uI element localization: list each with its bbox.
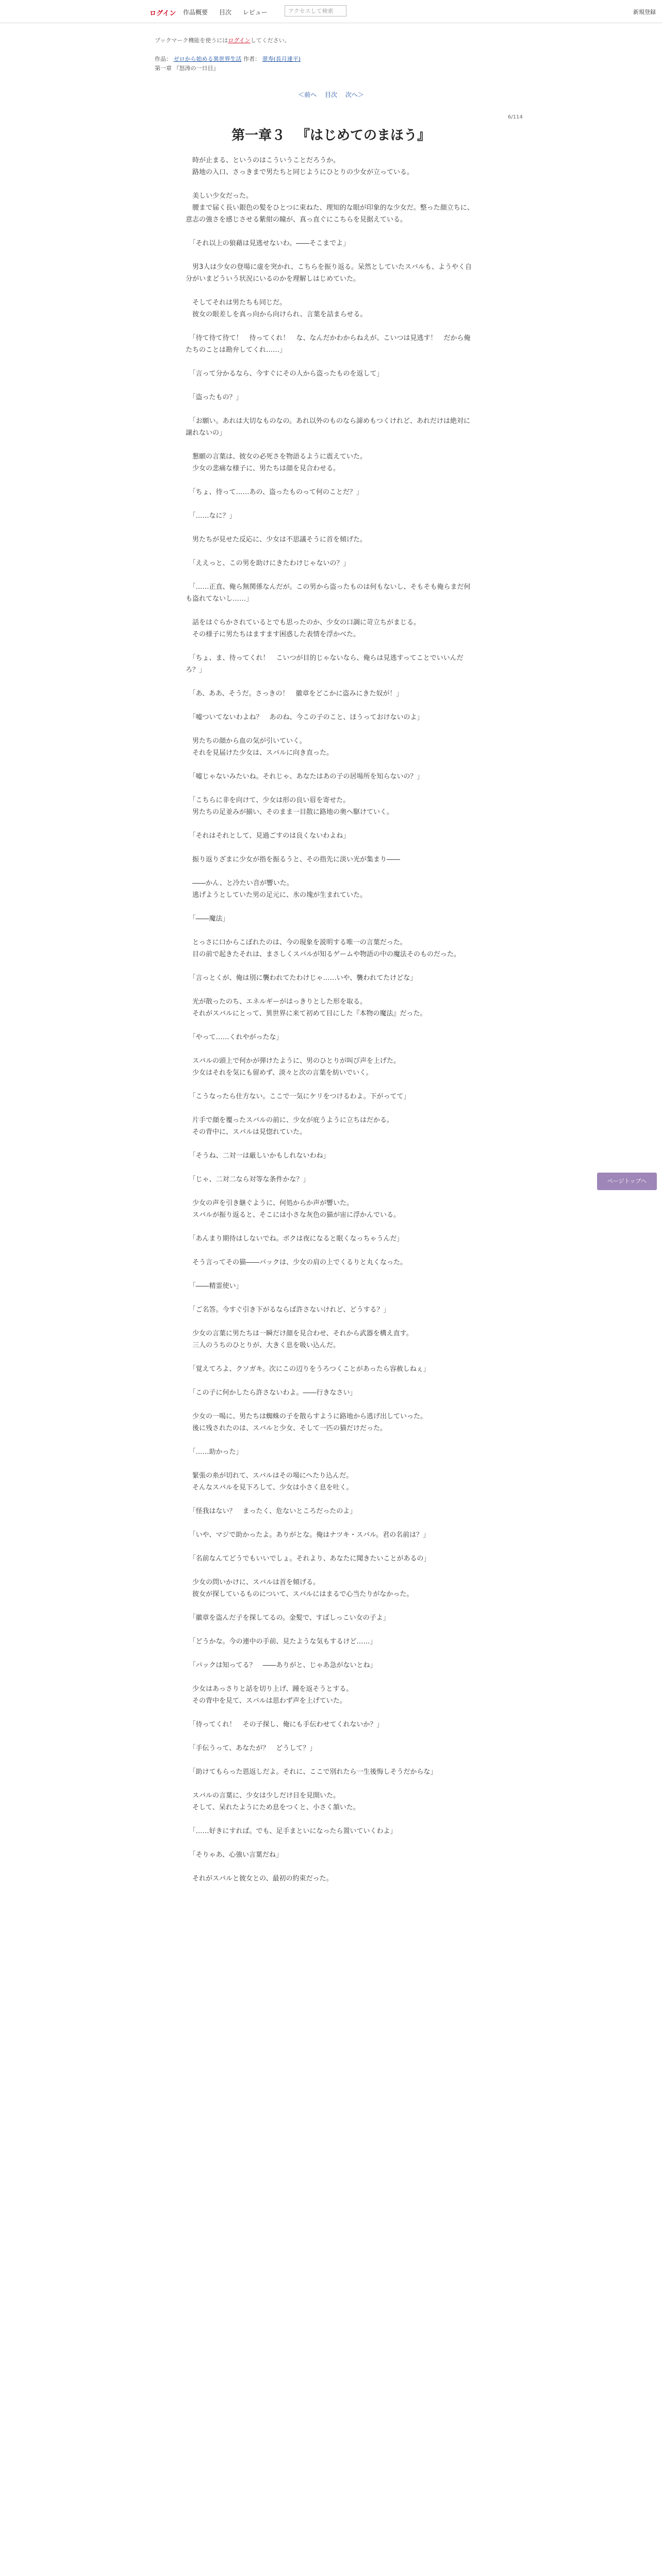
- paragraph: 話をはぐらかされているとでも思ったのか、少女の口調に苛立ちがまじる。 その様子に男たちはますます困惑した表情を浮かべた。: [192, 619, 421, 638]
- work-title-link[interactable]: ゼロから始める異世界生活: [173, 56, 242, 62]
- paragraph: そう言ってその猫――パックは、少女の肩の上でくるりと丸くなった。: [186, 1259, 407, 1266]
- paragraph: 男たちが見せた反応に、少女は不思議そうに首を傾げた。: [186, 536, 367, 544]
- bookmark-notice: [155, 36, 290, 44]
- paragraph: 「こちらに非を向けて、少女は形の良い眉を寄せた。 男たちの足並みが揃い、そのまま一目散に路地の奥へ駆けていく。: [192, 796, 393, 816]
- toc-link[interactable]: 目次: [324, 91, 337, 98]
- paragraph: 「じゃ、二対二なら対等な条件かな？」: [186, 1176, 310, 1183]
- notice-text: ブックマーク機能を使うには: [155, 37, 228, 44]
- paragraph: 「あんまり期待はしないでね。ボクは夜になると眠くなっちゃうんだ」: [186, 1235, 404, 1243]
- paragraph: 「いや、マジで助かったよ。ありがとな。俺はナツキ・スバル。君の名前は？」: [186, 1531, 430, 1539]
- prev-link[interactable]: ＜前へ: [298, 91, 317, 98]
- paragraph: 「待ってくれ！ その子探し、俺にも手伝わせてくれないか？」: [186, 1721, 384, 1728]
- register-link[interactable]: 新規登録: [633, 9, 656, 15]
- paragraph: 緊張の糸が切れて、スバルはその場にへたり込んだ。 そんなスバルを見下ろして、少女は小さく息を吐く。: [192, 1472, 353, 1492]
- nav-item-review[interactable]: レビュー: [242, 9, 268, 16]
- paragraph: 「手伝うって、あなたが？ どうして？」: [186, 1744, 317, 1752]
- paragraph: 「……助かった」: [186, 1448, 243, 1456]
- paragraph: 光が散ったのち、エネルギーがはっきりとした形を取る。 それがスバルにとって、異世界に来て初めて目にした『本物の魔法』だった。: [192, 998, 427, 1018]
- paragraph: 「盗ったもの？」: [186, 394, 243, 401]
- paragraph: 男たちの顔から血の気が引いていく。 それを見届けた少女は、スバルに向き直った。: [192, 737, 334, 757]
- paragraph: 「それはそれとして、見過ごすのは良くないわよね」: [186, 832, 350, 840]
- paragraph: 「あ、ああ、そうだ。さっきの！ 徽章をどこかに盗みにきた奴が！」: [186, 690, 403, 698]
- paragraph: 「そりゃあ、心強い言葉だね」: [186, 1851, 283, 1859]
- paragraph: 「待て待て待て！ 待ってくれ！ な、なんだかわからねえが、こいつは見逃す！ だから俺たちのことは勘弁してくれ……」: [186, 334, 471, 354]
- author-link[interactable]: 翠寿(長月達平): [262, 56, 301, 62]
- paragraph: 「ええっと、この男を助けにきたわけじゃないの？」: [186, 560, 350, 567]
- paragraph: 片手で顔を覆ったスバルの前に、少女が庇うように立ちはだかる。 その背中に、スバルは見惚れていた。: [192, 1116, 394, 1136]
- paragraph: 「――精霊使い」: [186, 1282, 243, 1290]
- paragraph: 少女の声を引き継ぐように、何処からか声が響いた。 スバルが振り返ると、そこには小さな灰色の猫が宙に浮かんでいる。: [192, 1199, 401, 1219]
- paragraph: 「やって……くれやがったな」: [186, 1033, 283, 1041]
- pager: [0, 90, 662, 99]
- paragraph: 「覚えてろよ、クソガキ。次にこの辺りをうろつくことがあったら容赦しねぇ」: [186, 1365, 430, 1373]
- author-prefix: 作者：: [243, 56, 260, 62]
- paragraph: そしてそれは男たちも同じだ。 彼女の眼差しを真っ向から向けられ、言葉を詰まらせる。: [192, 299, 367, 318]
- paragraph: 「この子に何かしたら許さないわよ。――行きなさい」: [186, 1389, 357, 1397]
- paragraph: スバルの頭上で何かが弾けたように、男のひとりが叫び声を上げた。 少女はそれを気にも留めず、淡々と次の言葉を紡いでいく。: [192, 1057, 401, 1077]
- paragraph: 「ちょ、ま、待ってくれ！ こいつが目的じゃないなら、俺らは見逃すってことでいいんだろ？」: [186, 654, 464, 674]
- paragraph: 少女の問いかけに、スバルは首を傾げる。 彼女が探しているものについて、スバルにはまるで心当たりがなかった。: [192, 1579, 413, 1598]
- notice-suffix: してください。: [250, 37, 290, 44]
- work-prefix: 作品：: [155, 56, 172, 62]
- paragraph: 「ちょ、待って……あの、盗ったものって何のことだ？」: [186, 488, 363, 496]
- search-input[interactable]: アクセスして検索: [285, 5, 346, 16]
- paragraph: スバルの言葉に、少女は少しだけ目を見開いた。 そして、呆れたようにため息をつくと、小さく頷いた。: [192, 1792, 360, 1811]
- paragraph: 「それ以上の狼藉は見逃せないわ。――そこまでよ」: [186, 240, 350, 247]
- paragraph: 「言っとくが、俺は別に襲われてたわけじゃ……いや、襲われてたけどな」: [186, 974, 417, 982]
- paragraph: 「怪我はない？ まったく、危ないところだったのよ」: [186, 1507, 357, 1515]
- paragraph: 「嘘じゃないみたいね。それじゃ、あなたはあの子の居場所を知らないの？」: [186, 773, 424, 781]
- notice-login-link[interactable]: ログイン: [228, 37, 251, 44]
- paragraph: ――かん、と冷たい音が響いた。 逃げようとしていた男の足元に、氷の塊が生まれていた。: [192, 879, 367, 899]
- paragraph: とっさに口からこぼれたのは、今の現象を説明する唯一の言葉だった。 目の前で起きたそれは、まさしくスバルが知るゲームや物語の中の魔法そのものだった。: [192, 939, 461, 958]
- paragraph: 「パックは知ってる？ ――ありがと、じゃあ急がないとね」: [186, 1662, 377, 1669]
- paragraph: 「こうなったら仕方ない。ここで一気にケリをつけるわよ。下がってて」: [186, 1093, 410, 1100]
- paragraph: 「――魔法」: [186, 915, 229, 923]
- page-number: 6/114: [508, 114, 523, 120]
- paragraph: 「名前なんてどうでもいいでしょ。それより、あなたに聞きたいことがあるの」: [186, 1555, 431, 1563]
- page-top-button[interactable]: ページトップへ: [597, 1173, 657, 1190]
- paragraph: 懇願の言葉は、彼女の必死さを物語るように震えていた。 少女の悲痛な様子に、男たちは顔を見合わせる。: [192, 453, 367, 472]
- paragraph: 時が止まる、というのはこういうことだろうか。 路地の入口、さっきまで男たちと同じようにひとりの少女が立っている。: [192, 157, 414, 176]
- paragraph: 少女はあっさりと話を切り上げ、踵を返そうとする。 その背中を見て、スバルは思わず声を上げていた。: [192, 1685, 353, 1705]
- paragraph: 「助けてもらった恩返しだよ。それに、ここで別れたら一生後悔しそうだからな」: [186, 1768, 437, 1776]
- paragraph: 「そうね、二対一は厳しいかもしれないわね」: [186, 1152, 330, 1160]
- paragraph: 「嘘ついてないわよね？ あのね、今この子のこと、ほうっておけないのよ」: [186, 714, 424, 721]
- paragraph: 少女の一喝に、男たちは蜘蛛の子を散らすように路地から逃げ出していった。 後に残されたのは、スバルと少女、そして一匹の猫だけだった。: [192, 1413, 427, 1432]
- novel-body: [186, 155, 474, 1896]
- paragraph: 美しい少女だった。 腰まで届く長い銀色の髪をひとつに束ねた、理知的な眼が印象的な少女だ。整った顔立ちに、意志の強さを感じさせる紫紺の瞳が、真っ直ぐにこちらを見据えている。: [186, 192, 474, 224]
- next-link[interactable]: 次へ＞: [345, 91, 364, 98]
- paragraph: 男3人は少女の登場に虚を突かれ、こちらを振り返る。呆然としていたスバルも、ようやく自分がいまどういう状況にいるのかを理解しはじめていた。: [186, 263, 472, 283]
- top-nav: [183, 8, 277, 16]
- paragraph: 「どうかな。今の連中の手前、見たような気もするけど……」: [186, 1638, 377, 1646]
- paragraph: 「ご名答。今すぐ引き下がるならば許さないけれど、どうする？」: [186, 1306, 390, 1314]
- paragraph: 「……正直、俺ら無関係なんだが。この男から盗ったものは何もないし、そもそも俺らまだ何も盗れてないし……」: [186, 583, 471, 603]
- paragraph: 「……好きにすれば。でも、足手まといになったら置いていくわよ」: [186, 1827, 397, 1835]
- work-info: [155, 55, 301, 73]
- login-link[interactable]: ログイン: [150, 10, 176, 18]
- paragraph: それがスバルと彼女との、最初の約束だった。: [186, 1875, 333, 1883]
- top-bar: [0, 0, 662, 23]
- paragraph: 「言って分かるなら、今すぐにその人から盗ったものを返して」: [186, 370, 384, 378]
- paragraph: 「徽章を盗んだ子を探してるの。金髪で、すばしっこい女の子よ」: [186, 1614, 390, 1622]
- nav-item-toc[interactable]: 目次: [219, 9, 231, 16]
- nav-item-overview[interactable]: 作品概要: [183, 9, 208, 16]
- chapter-title: 第一章３ 『はじめてのまほう』: [231, 128, 431, 143]
- paragraph: 振り返りざまに少女が指を振るうと、その指先に淡い光が集まり――: [186, 856, 401, 863]
- chapter-line: 第一章 『怒涛の一日目』: [155, 65, 219, 72]
- paragraph: 少女の言葉に男たちは一瞬だけ顔を見合わせ、それから武器を構え直す。 三人のうちのひとりが、大きく息を吸い込んだ。: [192, 1330, 413, 1349]
- paragraph: 「お願い。あれは大切なものなの。あれ以外のものなら諦めもつくけれど、あれだけは絶対に譲れないの」: [186, 417, 470, 437]
- paragraph: 「……なに？」: [186, 512, 236, 520]
